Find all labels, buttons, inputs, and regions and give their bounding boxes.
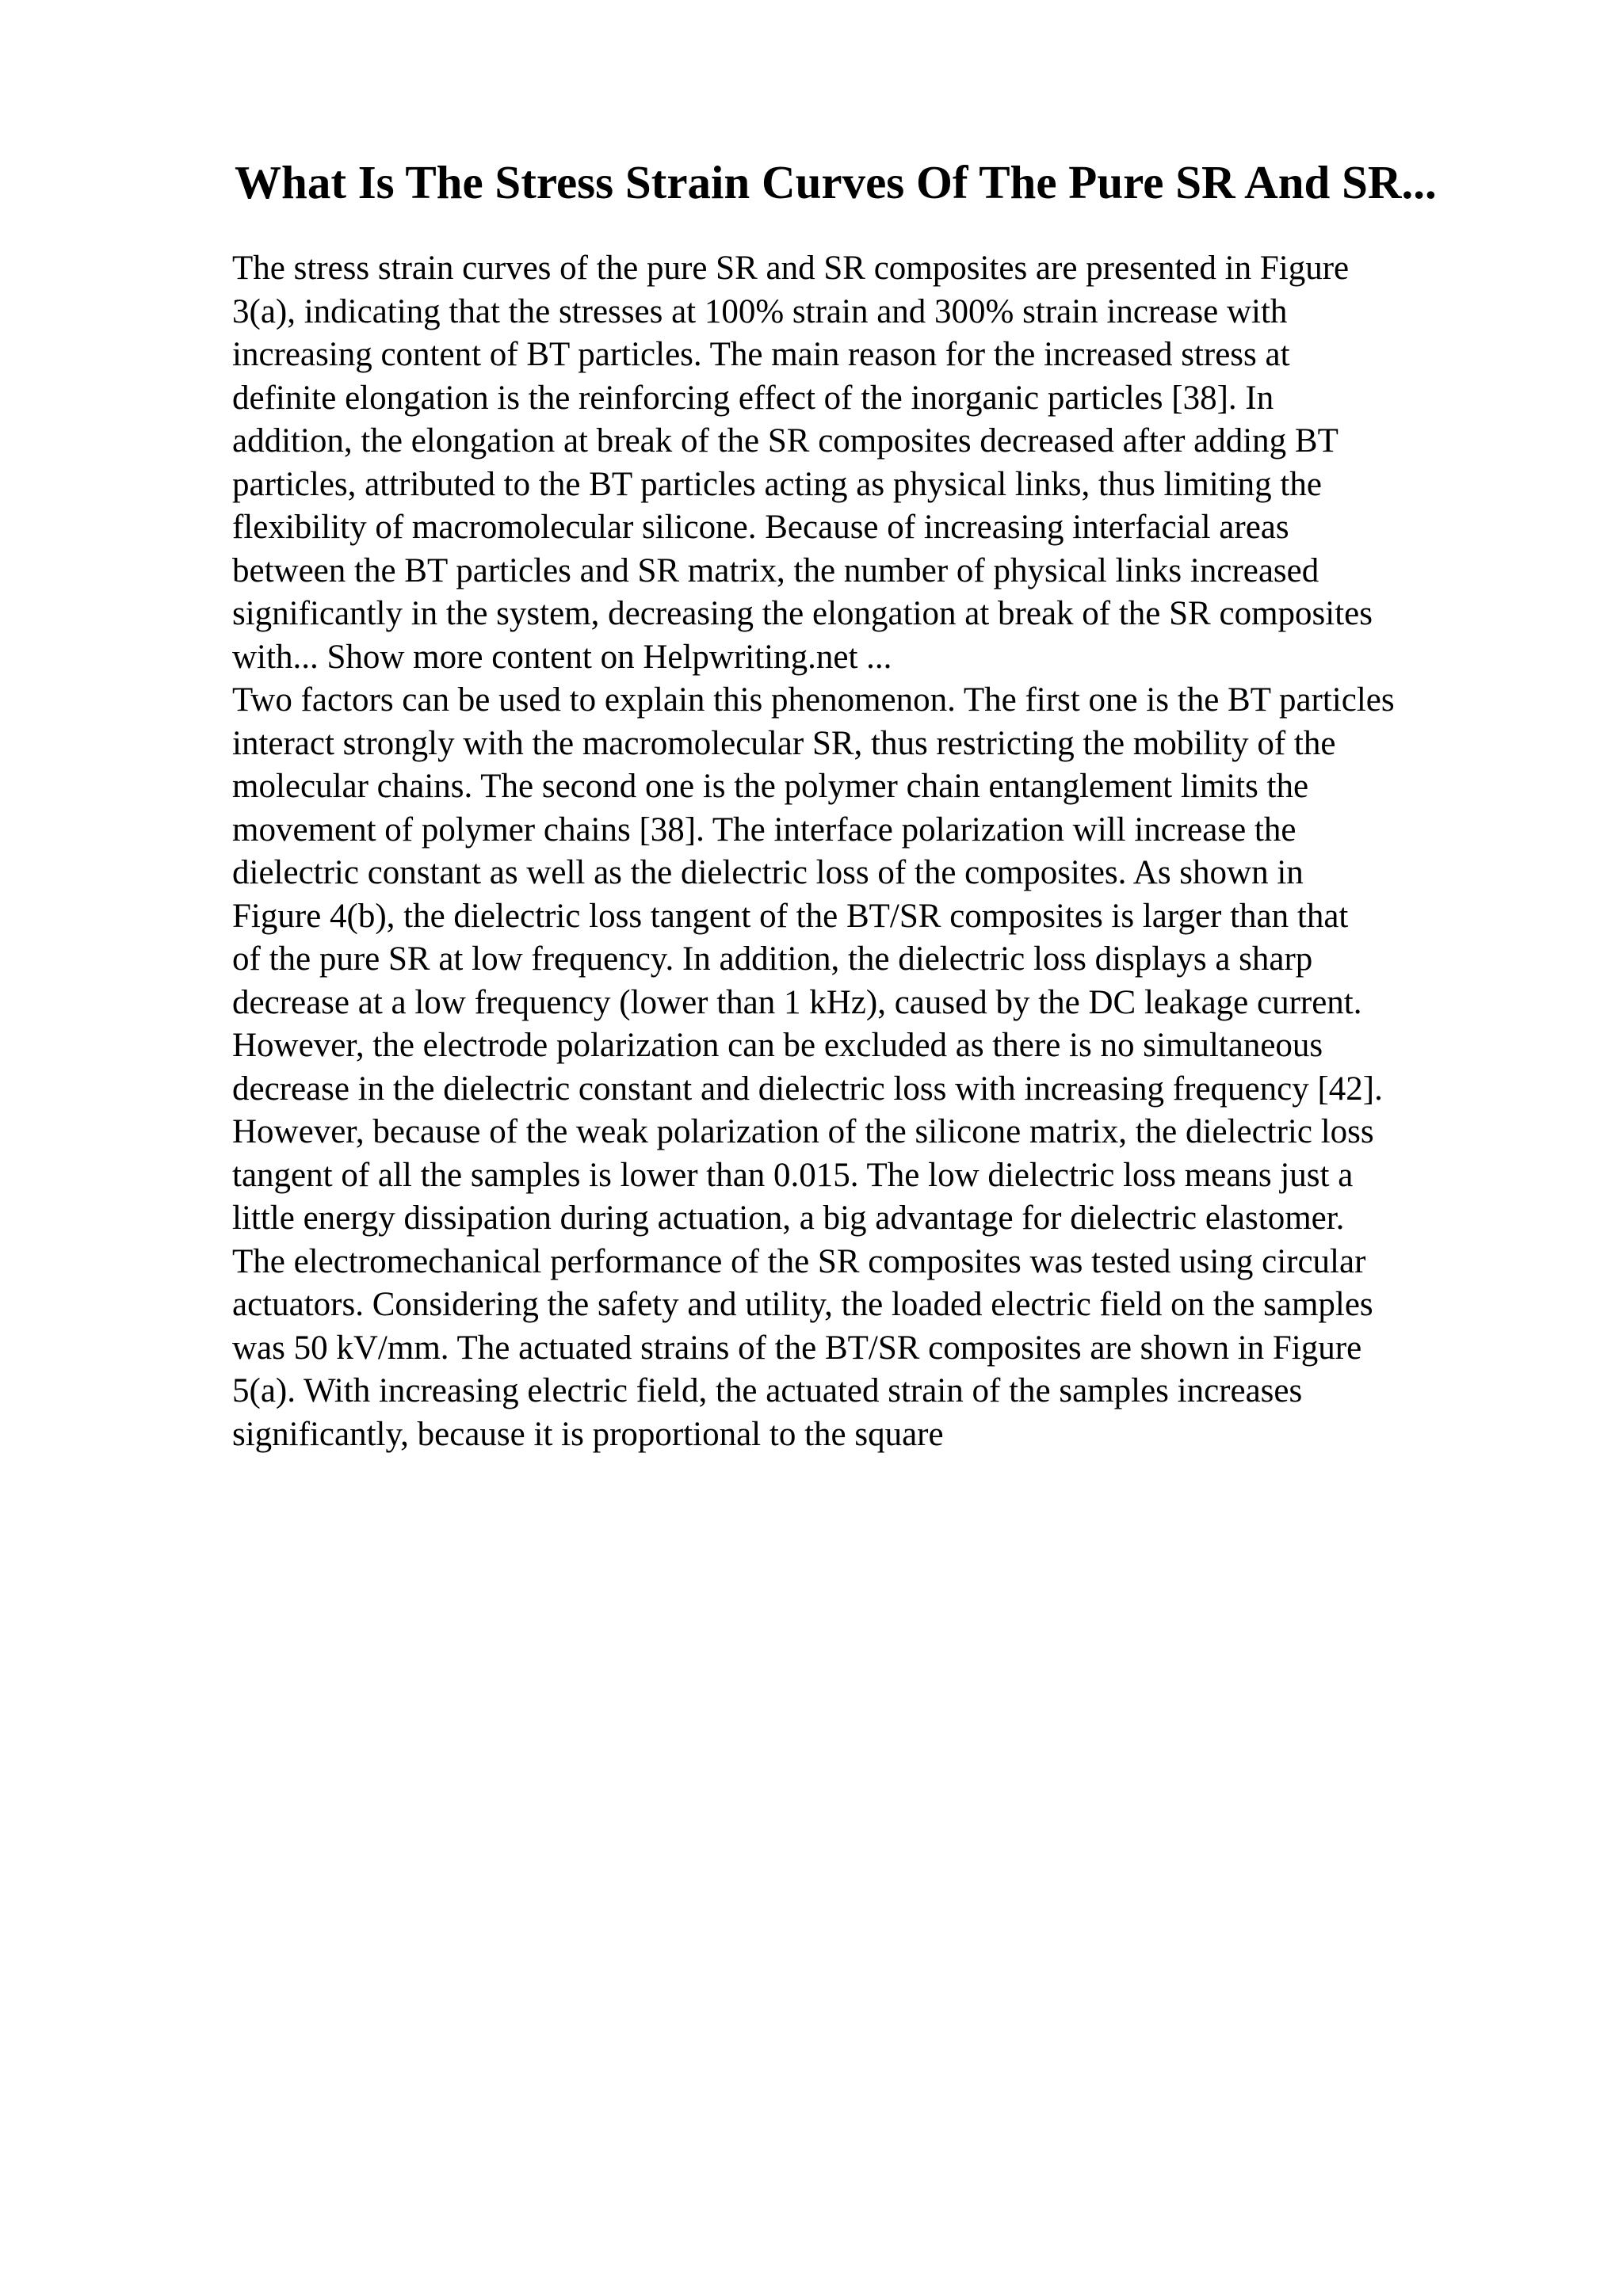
text-line: of the pure SR at low frequency. In addition, the dielectric loss displays a sharp — [232, 940, 1313, 978]
text-line: decrease in the dielectric constant and dielectric loss with increasing frequency [42]. — [232, 1070, 1383, 1108]
text-line: significantly in the system, decreasing the elongation at break of the SR composites — [232, 595, 1373, 632]
text-line: particles, attributed to the BT particles acting as physical links, thus limiting the — [232, 465, 1322, 503]
text-line: little energy dissipation during actuation, a big advantage for dielectric elastomer. — [232, 1199, 1345, 1237]
text-line-show-more[interactable]: with... Show more content on Helpwriting.net ... — [232, 638, 892, 676]
text-line: The stress strain curves of the pure SR and SR composites are presented in Figure — [232, 250, 1350, 287]
text-line: dielectric constant as well as the dielectric loss of the composites. As shown in — [232, 854, 1304, 891]
text-line: decrease at a low frequency (lower than 1 kHz), caused by the DC leakage current. — [232, 983, 1362, 1021]
text-line: However, because of the weak polarization of the silicone matrix, the dielectric loss — [232, 1113, 1374, 1150]
text-line: interact strongly with the macromolecular SR, thus restricting the mobility of the — [232, 724, 1336, 762]
text-line: However, the electrode polarization can be excluded as there is no simultaneous — [232, 1027, 1323, 1064]
text-line: Two factors can be used to explain this phenomenon. The first one is the BT particles — [232, 681, 1395, 719]
text-line: movement of polymer chains [38]. The interface polarization will increase the — [232, 810, 1296, 849]
text-line: 5(a). With increasing electric field, the actuated strain of the samples increases — [232, 1372, 1303, 1409]
text-line: actuators. Considering the safety and utility, the loaded electric field on the samples — [232, 1286, 1373, 1323]
text-line: The electromechanical performance of the SR composites was tested using circular — [232, 1242, 1366, 1280]
text-line: Figure 4(b), the dielectric loss tangent of the BT/SR composites is larger than that — [232, 897, 1349, 935]
text-line: definite elongation is the reinforcing effect of the inorganic particles [38]. In — [232, 379, 1274, 417]
text-line: tangent of all the samples is lower than 0.015. The low dielectric loss means just a — [232, 1156, 1354, 1194]
text-line: 3(a), indicating that the stresses at 100% strain and 300% strain increase with — [232, 292, 1288, 330]
text-line: addition, the elongation at break of the SR composites decreased after adding BT — [232, 422, 1338, 460]
text-line: increasing content of BT particles. The main reason for the increased stress at — [232, 336, 1290, 373]
text-line: flexibility of macromolecular silicone. Because of increasing interfacial areas — [232, 509, 1289, 546]
document-body — [232, 247, 1595, 1456]
text-line: was 50 kV/mm. The actuated strains of the BT/SR composites are shown in Figure — [232, 1329, 1362, 1367]
text-line: significantly, because it is proportional to the square — [232, 1415, 944, 1453]
document-title: What Is The Stress Strain Curves Of The Pure SR And SR... — [235, 156, 1437, 208]
text-line: between the BT particles and SR matrix, the number of physical links increased — [232, 551, 1319, 589]
text-line: molecular chains. The second one is the polymer chain entanglement limits the — [232, 768, 1309, 805]
